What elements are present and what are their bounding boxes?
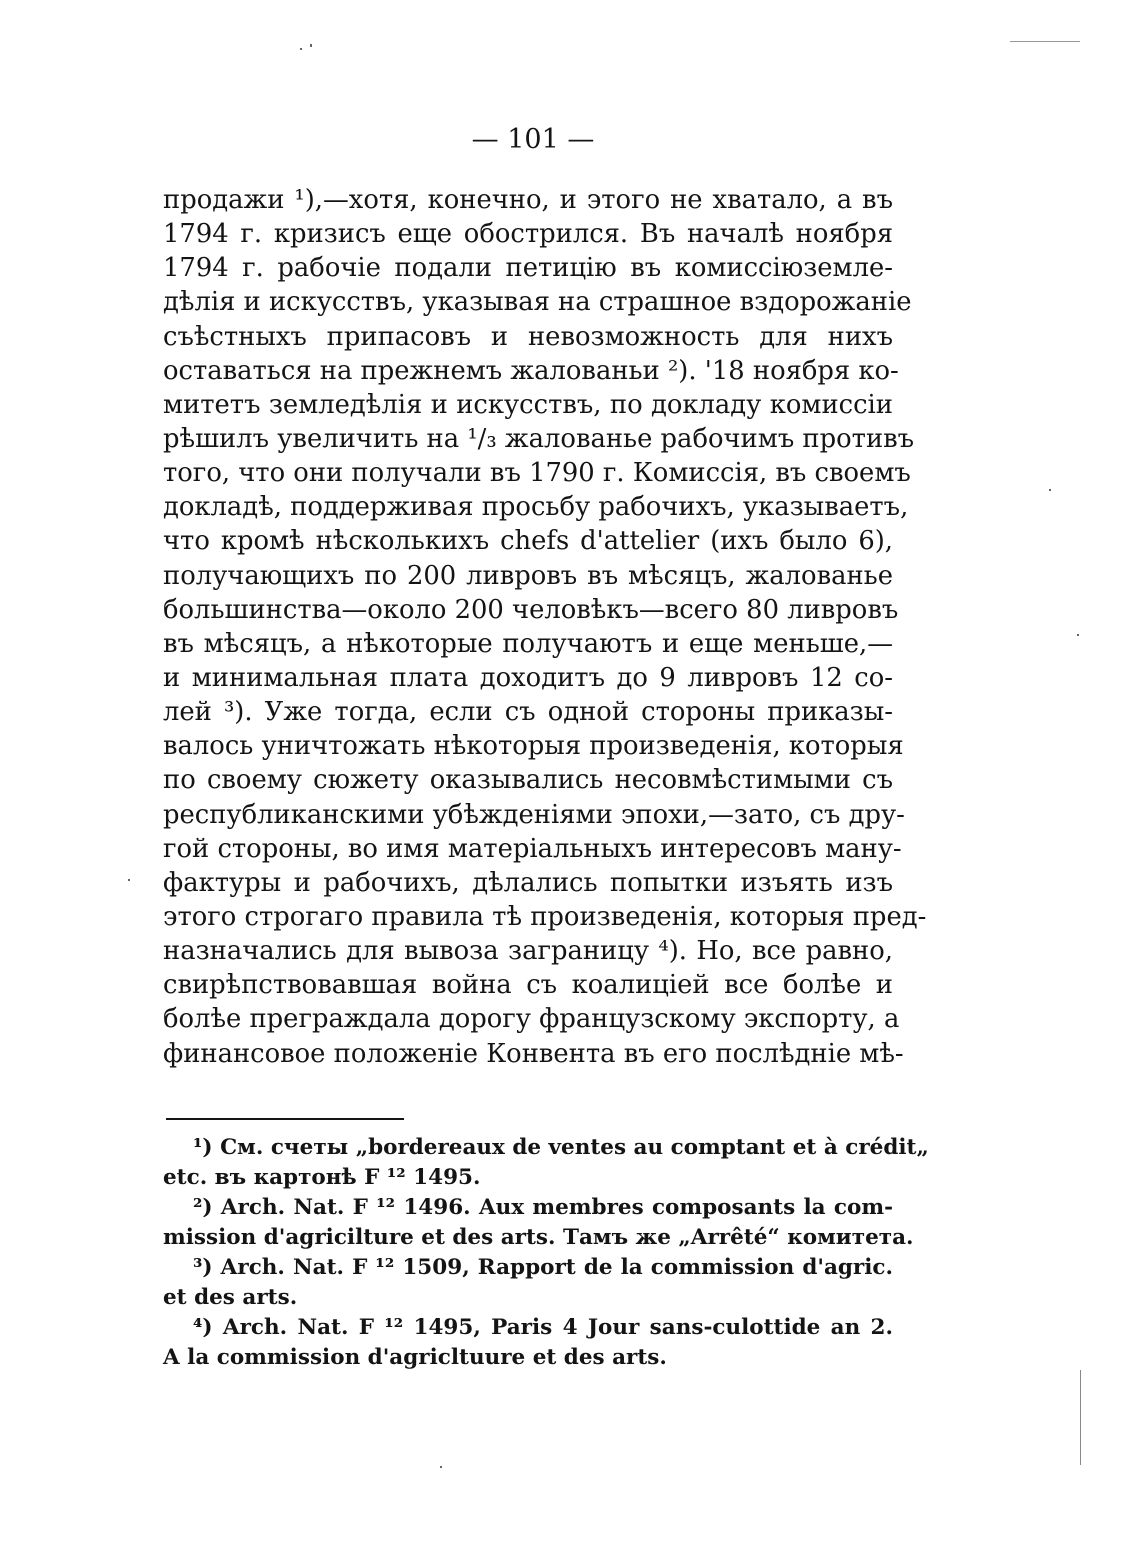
scan-speck — [128, 879, 130, 881]
body-line: этого строгаго правила тѣ произведенія, которыя пред- — [163, 901, 927, 932]
body-line: 1794 г. кризисъ еще обострился. Въ началѣ ноября — [163, 219, 893, 250]
body-line: болѣе преграждала дорогу французскому экспорту, а — [163, 1004, 900, 1035]
body-line: съѣстныхъ припасовъ и невозможность для нихъ — [163, 321, 893, 352]
body-line: продажи ¹),—хотя, конечно, и этого не хватало, а въ — [163, 185, 893, 215]
footnote-line: ⁴) Arch. Nat. F ¹² 1495, Paris 4 Jour sans-culottide an 2. — [193, 1315, 893, 1340]
body-line: гой стороны, во имя матеріальныхъ интересовъ ману- — [163, 833, 902, 864]
footnote-line: ¹) См. счеты „bordereaux de ventes au comptant et à crédit„ — [193, 1135, 929, 1160]
body-line: въ мѣсяцъ, а нѣкоторые получаютъ и еще меньше,— — [163, 628, 893, 659]
scan-speck — [440, 1466, 442, 1468]
footnote-line: et des arts. — [163, 1285, 298, 1310]
footnote-line: A la commission d'agricltuure et des arts. — [163, 1345, 667, 1370]
body-line: республиканскими убѣжденіями эпохи,—зато, съ дру- — [163, 799, 905, 830]
scan-speck — [1049, 489, 1051, 491]
body-line: рѣшилъ увеличить на ¹/₃ жалованье рабочимъ противъ — [163, 423, 915, 454]
body-line: получающихъ по 200 ливровъ въ мѣсяцъ, жалованье — [163, 560, 893, 591]
body-line: оставаться на прежнемъ жалованьи ²). '18 ноября ко- — [163, 355, 899, 386]
scan-speck — [1077, 634, 1079, 636]
body-line: дѣлія и искусствъ, указывая на страшное вздорожаніе — [163, 287, 912, 318]
body-line: свирѣпствовавшая война съ коалиціей все болѣе и — [163, 970, 893, 1001]
footnotes — [163, 1133, 929, 1373]
body-line: лей ³). Уже тогда, если съ одной стороны приказы- — [163, 697, 893, 728]
body-line: фактуры и рабочихъ, дѣлались попытки изъять изъ — [163, 867, 893, 898]
footnote-line: ³) Arch. Nat. F ¹² 1509, Rapport de la commission d'agric. — [193, 1255, 893, 1280]
scan-speck — [300, 48, 302, 50]
scan-speck — [1080, 1370, 1081, 1465]
body-line: 1794 г. рабочіе подали петицію въ комиссіюземле- — [163, 253, 893, 284]
footnote-line: ²) Arch. Nat. F ¹² 1496. Aux membres composants la com- — [193, 1195, 893, 1220]
body-line: финансовое положеніе Конвента въ его послѣдніе мѣ- — [163, 1038, 904, 1069]
body-line: и минимальная плата доходитъ до 9 ливровъ 12 со- — [163, 662, 893, 693]
body-line: большинства—около 200 человѣкъ—всего 80 ливровъ — [163, 594, 899, 625]
scan-speck — [310, 44, 312, 47]
body-line: митетъ земледѣлія и искусствъ, по докладу комиссіи — [163, 389, 893, 420]
body-line: что кромѣ нѣсколькихъ chefs d'attelier (ихъ было 6), — [163, 526, 893, 557]
body-line: назначались для вывоза заграницу ⁴). Но, все равно, — [163, 936, 893, 967]
footnote-separator — [166, 1118, 404, 1120]
footnote-line: mission d'agricilture et des arts. Тамъ же „Arrêté“ комитета. — [163, 1225, 914, 1250]
body-line: докладѣ, поддерживая просьбу рабочихъ, указываетъ, — [163, 492, 909, 523]
page-number: — 101 — — [471, 124, 595, 155]
body-line: по своему сюжету оказывались несовмѣстимыми съ — [163, 765, 893, 796]
body-text — [163, 183, 927, 1071]
scan-speck — [1010, 41, 1080, 42]
footnote-line: etc. въ картонѣ F ¹² 1495. — [163, 1165, 481, 1190]
body-line: валось уничтожать нѣкоторыя произведенія, которыя — [163, 731, 904, 762]
body-line: того, что они получали въ 1790 г. Комиссія, въ своемъ — [163, 458, 911, 489]
